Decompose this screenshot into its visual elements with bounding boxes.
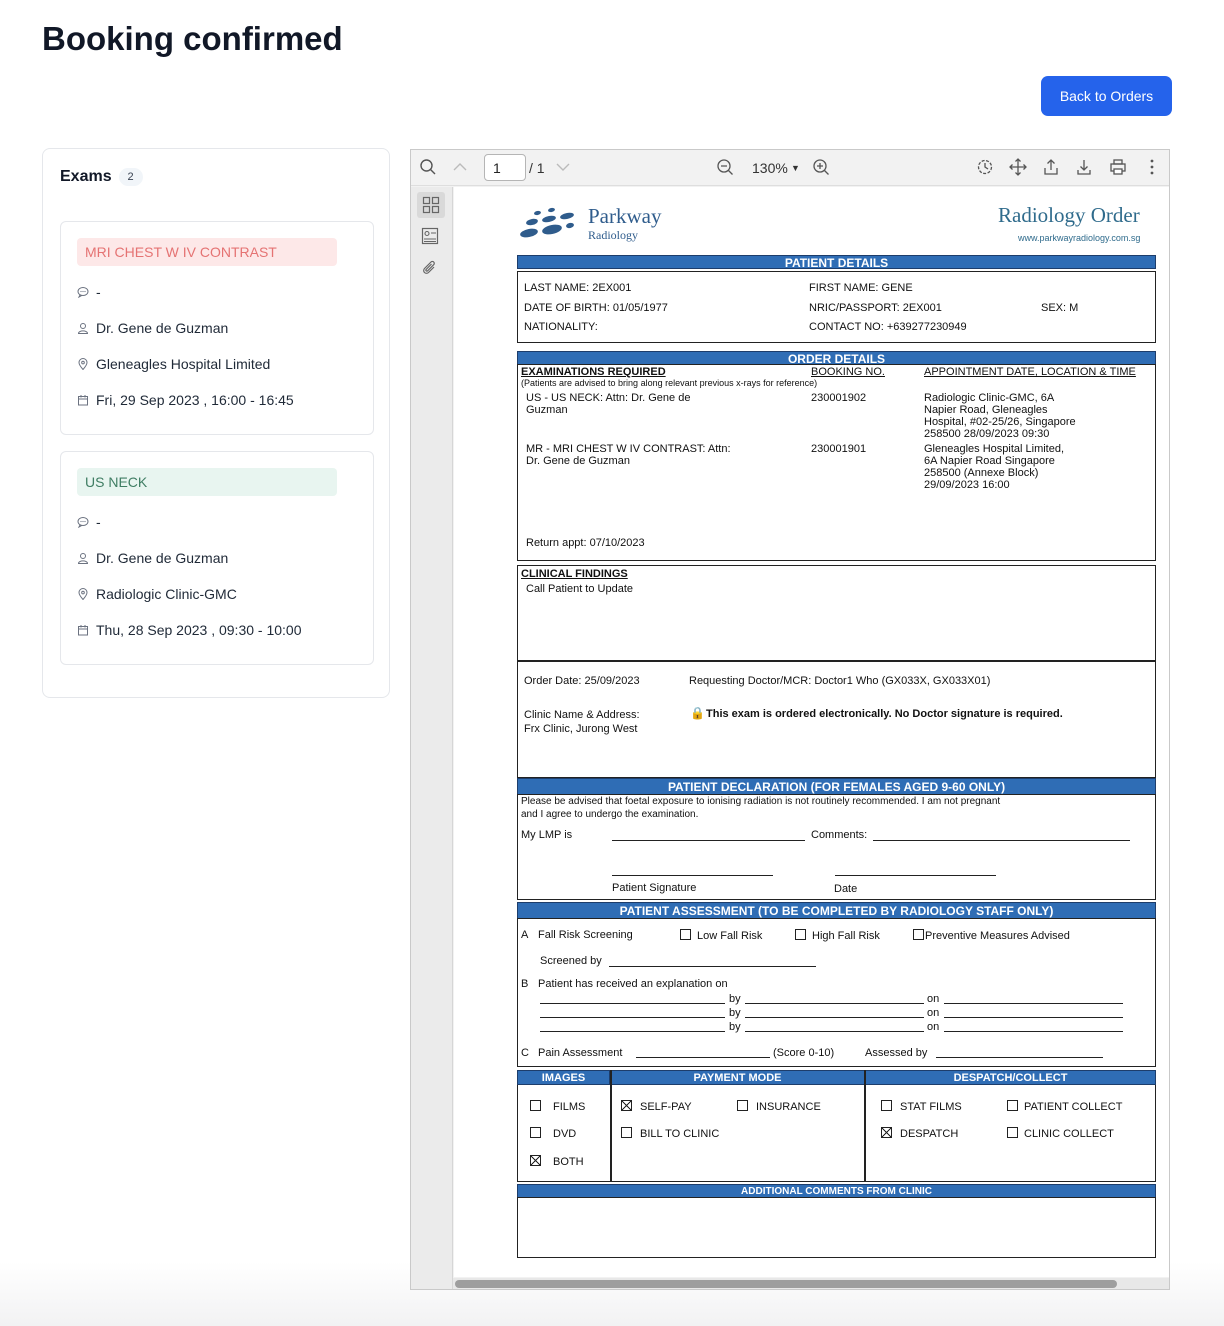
outline-icon[interactable] [421,227,443,249]
dvd-checkbox[interactable] [530,1127,576,1140]
order-exam: Dr. Gene de Guzman [526,455,630,467]
bill-to-clinic-checkbox[interactable] [621,1127,719,1140]
despatch-collect-header: DESPATCH/COLLECT [865,1070,1156,1085]
explanation-line [745,1017,924,1018]
score-label: (Score 0-10) [773,1047,835,1059]
exam-doctor-row [77,320,228,336]
additional-comments-header: ADDITIONAL COMMENTS FROM CLINIC [517,1184,1156,1198]
lmp-label: My LMP is [521,829,573,841]
explanation-line [540,1031,725,1032]
order-appointment: Radiologic Clinic-GMC, 6A [924,392,1055,404]
comment-icon [77,286,89,298]
on-label: on [927,1007,940,1019]
both-label: BOTH [553,1156,584,1168]
scrollbar-thumb[interactable] [455,1280,1117,1288]
nationality: NATIONALITY: [524,321,598,333]
chevron-down-icon[interactable] [554,158,574,178]
order-appointment: Gleneagles Hospital Limited, [924,443,1065,455]
stat-films-checkbox[interactable] [881,1100,962,1113]
section-a-label: A [521,929,529,941]
date-line [835,875,996,876]
assessed-by-label: Assessed by [865,1047,928,1059]
signature-line [612,875,773,876]
clinical-findings-label: CLINICAL FINDINGS [521,568,628,580]
nric-passport: NRIC/PASSPORT: 2EX001 [809,302,942,314]
return-appointment: Return appt: 07/10/2023 [526,537,645,549]
more-options-icon[interactable] [1143,158,1163,178]
requesting-doctor: Requesting Doctor/MCR: Doctor1 Who (GX033X, GX033X01) [689,675,991,687]
declaration-text: Please be advised that foetal exposure to ionising radiation is not routinely recommended. I am not pregnant [521,796,1001,807]
images-header: IMAGES [517,1070,610,1085]
share-icon[interactable] [1042,158,1062,178]
exams-heading: Exams [60,168,112,185]
electronic-order-note: This exam is ordered electronically. No Doctor signature is required. [706,708,1063,720]
brand-name: Parkway [588,204,662,228]
explanation-line [745,1031,924,1032]
explanation-line [540,1017,725,1018]
order-appointment: Napier Road, Gleneagles [924,404,1048,416]
page-number-input[interactable] [484,154,526,181]
user-icon [77,552,89,564]
screened-by-label: Screened by [540,955,602,967]
assessed-by-line [936,1057,1103,1058]
section-c-label: C [521,1047,529,1059]
exam-location: Gleneagles Hospital Limited [96,356,271,372]
exam-doctor-row [77,550,228,566]
patient-signature-label: Patient Signature [612,882,697,894]
horizontal-scrollbar[interactable] [453,1278,1169,1290]
location-pin-icon [77,588,89,600]
low-fall-risk-label: Low Fall Risk [697,930,763,942]
order-appointment: Hospital, #02-25/26, Singapore [924,416,1076,428]
zoom-in-icon[interactable] [812,158,832,178]
exam-location: Radiologic Clinic-GMC [96,586,237,602]
back-to-orders-button[interactable]: Back to Orders [1041,76,1172,116]
column-divider [610,1070,612,1182]
explanation-line [944,1003,1123,1004]
radiology-order-document [454,187,1169,1277]
explanation-line [944,1031,1123,1032]
despatch-label: DESPATCH [900,1128,959,1140]
search-icon[interactable] [419,158,439,178]
films-checkbox[interactable] [530,1100,585,1113]
exam-location-row [77,586,237,602]
parkway-logo [518,207,580,241]
exam-card[interactable] [60,451,374,665]
preventive-measures-checkbox[interactable] [913,929,1070,942]
website: www.parkwayradiology.com.sg [1018,233,1141,243]
fall-risk-label: Fall Risk Screening [538,929,633,941]
lock-icon: 🔒 [690,706,705,720]
exams-panel [42,148,390,698]
high-fall-risk-label: High Fall Risk [812,930,880,942]
brand-sub: Radiology [588,228,638,242]
comments-label: Comments: [811,829,868,841]
pdf-page [454,187,1169,1277]
pdf-viewer [410,149,1170,1290]
pain-assessment-label: Pain Assessment [538,1047,623,1059]
appointment-label: APPOINTMENT DATE, LOCATION & TIME [924,366,1136,378]
insurance-label: INSURANCE [756,1101,821,1113]
order-appointment: 29/09/2023 16:00 [924,479,1010,491]
order-booking-no: 230001902 [811,392,867,404]
exam-comment: - [96,284,101,300]
print-icon[interactable] [1109,158,1129,178]
download-icon[interactable] [1075,158,1095,178]
order-exam: MR - MRI CHEST W IV CONTRAST: Attn: [526,443,731,455]
order-appointment: 6A Napier Road Singapore [924,455,1055,467]
low-fall-risk-checkbox[interactable] [680,929,762,942]
calendar-icon [77,624,89,636]
exam-comment-row [77,284,101,300]
declaration-text: and I agree to undergo the examination. [521,809,699,820]
clinical-findings-text: Call Patient to Update [526,583,634,595]
both-checkbox[interactable] [530,1155,584,1168]
exam-comment-row [77,514,101,530]
clinic-collect-checkbox[interactable] [1007,1127,1114,1140]
additional-comments-box [517,1197,1156,1258]
zoom-level[interactable]: 130% [752,160,788,176]
exams-header [60,168,143,186]
exam-datetime: Thu, 28 Sep 2023 , 09:30 - 10:00 [96,622,302,638]
exams-count-badge: 2 [119,168,143,186]
clinic-collect-label: CLINIC COLLECT [1024,1128,1114,1140]
xray-advice: (Patients are advised to bring along relevant previous x-rays for reference) [521,378,818,388]
explanation-line [944,1017,1123,1018]
exam-datetime: Fri, 29 Sep 2023 , 16:00 - 16:45 [96,392,294,408]
exam-datetime-row [77,622,302,638]
patient-assessment-header: PATIENT ASSESSMENT (TO BE COMPLETED BY RADIOLOGY STAFF ONLY) [517,902,1156,919]
page-title: Booking confirmed [42,20,343,57]
calendar-icon [77,394,89,406]
images-payment-despatch-box [517,1070,1156,1182]
pdf-toolbar [411,150,1169,186]
explanation-line [745,1003,924,1004]
section-b-label: B [521,978,529,990]
lmp-line [612,840,805,841]
order-date: Order Date: 25/09/2023 [524,675,640,687]
exam-tag: US NECK [77,468,337,496]
location-pin-icon [77,358,89,370]
high-fall-risk-checkbox[interactable] [795,929,880,942]
page-total: / 1 [529,160,545,176]
exam-doctor: Dr. Gene de Guzman [96,550,229,566]
order-booking-no: 230001901 [811,443,867,455]
patient-collect-label: PATIENT COLLECT [1024,1101,1123,1113]
last-name: LAST NAME: 2EX001 [524,282,632,294]
exam-card[interactable] [60,221,374,435]
payment-mode-header: PAYMENT MODE [610,1070,865,1085]
thumbnails-icon[interactable] [417,192,445,218]
date-label: Date [834,883,858,895]
order-exam: US - US NECK: Attn: Dr. Gene de [526,392,691,404]
column-divider [864,1070,866,1182]
on-label: on [927,993,940,1005]
dvd-label: DVD [553,1128,577,1140]
despatch-checkbox[interactable] [881,1127,958,1140]
sex: SEX: M [1041,302,1079,314]
pan-icon[interactable] [1009,158,1029,178]
document-title: Radiology Order [998,203,1140,227]
rotate-icon[interactable] [976,158,996,178]
by-label: by [729,1007,741,1019]
bill-to-clinic-label: BILL TO CLINIC [640,1128,720,1140]
explanation-line [540,1003,725,1004]
patient-details-header: PATIENT DETAILS [517,255,1156,269]
self-pay-label: SELF-PAY [640,1101,692,1113]
preventive-measures-label: Preventive Measures Advised [925,930,1070,942]
booking-no-label: BOOKING NO. [811,366,885,378]
exam-comment: - [96,514,101,530]
exam-datetime-row [77,392,294,408]
on-label: on [927,1021,940,1033]
pain-score-line [636,1057,770,1058]
examinations-required-label: EXAMINATIONS REQUIRED [521,366,666,378]
first-name: FIRST NAME: GENE [809,282,913,294]
date-of-birth: DATE OF BIRTH: 01/05/1977 [524,302,668,314]
order-details-header: ORDER DETAILS [517,351,1156,365]
explanation-label: Patient has received an explanation on [538,978,728,990]
exam-doctor: Dr. Gene de Guzman [96,320,229,336]
attachment-icon[interactable] [421,259,443,281]
by-label: by [729,1021,741,1033]
user-icon [77,322,89,334]
screened-by-line [609,966,816,967]
insurance-checkbox[interactable] [737,1100,821,1113]
self-pay-checkbox[interactable] [621,1100,692,1113]
zoom-dropdown-icon[interactable]: ▼ [791,163,800,173]
chevron-up-icon[interactable] [451,158,471,178]
clinic-label: Clinic Name & Address: [524,709,640,721]
order-appointment: 258500 28/09/2023 09:30 [924,428,1050,440]
order-exam: Guzman [526,404,568,416]
films-label: FILMS [553,1101,586,1113]
order-appointment: 258500 (Annexe Block) [924,467,1039,479]
patient-collect-checkbox[interactable] [1007,1100,1122,1113]
exam-location-row [77,356,270,372]
patient-declaration-header: PATIENT DECLARATION (FOR FEMALES AGED 9-60 ONLY) [517,778,1156,795]
by-label: by [729,993,741,1005]
contact-no: CONTACT NO: +639277230949 [809,321,967,333]
comments-line [873,840,1130,841]
comment-icon [77,516,89,528]
stat-films-label: STAT FILMS [900,1101,962,1113]
clinic-address: Frx Clinic, Jurong West [524,723,638,735]
zoom-out-icon[interactable] [716,158,736,178]
pdf-sidebar [411,187,453,1290]
exam-tag: MRI CHEST W IV CONTRAST [77,238,337,266]
